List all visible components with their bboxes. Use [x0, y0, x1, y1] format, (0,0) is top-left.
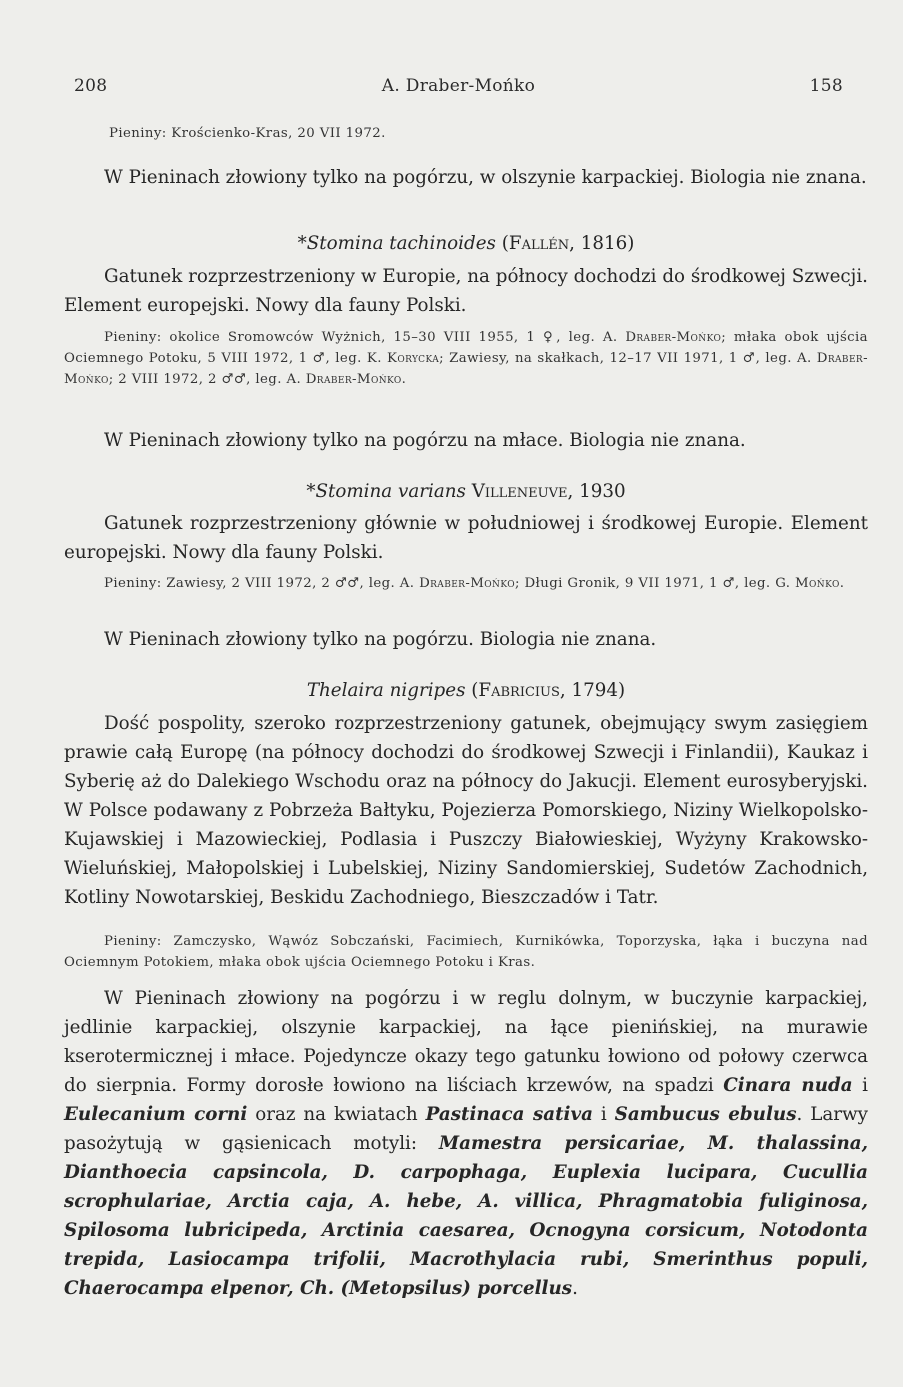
collector-name: Korycka [386, 351, 440, 366]
species-name: Thelaira nigripes [306, 680, 466, 701]
collector-name: Mońko [795, 576, 840, 591]
biology-note: W Pieninach złowiony tylko na pogórzu, w olszynie karpackiej. Biologia nie znana. [104, 167, 867, 188]
taxon-name: Eulecanium corni [64, 1104, 248, 1125]
species-heading [64, 477, 868, 506]
biology-text: W Pieninach złowiony na pogórzu i w reglu dolnym, w buczynie karpackiej, jedlinie karpackiej, olszynie karpackiej, na łące pienińskiej, na murawie kserotermicznej i młace. Pojedyncze okazy tego gatunku łowiono od połowy czerwca do sierpnia. Formy dorosłe łowiono na liściach krzewów, na spadzi Cinara nuda i Eulecanium corni oraz na kwiatach Pastinaca sativa i Sambucus ebulus. Larwy pasożytują w gąsienicach motyli: Mamestra persicariae, M. thalassina, Dianthoecia capsincola, D. carpophaga, Euplexia lucipara, Cucullia scrophulariae, Arctia caja, A. hebe, A. villica, Phragmatobia fuliginosa, Spilosoma lubricipeda, Arctinia caesarea, Ocnogyna corsicum, Notodonta trepida, Lasiocampa trifolii, Macrothylacia rubi, Smerinthus populi, Chaerocampa elpenor, Ch. (Metopsilus) porcellus. [64, 988, 868, 1299]
species-heading: Thelaira nigripes (Fabricius, 1794) [306, 680, 626, 701]
collector-name: Draber-Mońko [625, 330, 722, 345]
species-author: Villeneuve [471, 481, 568, 502]
species-author: Fallén [508, 233, 570, 254]
species-year: , 1794) [559, 680, 626, 701]
taxon-name: Sambucus ebulus [614, 1104, 797, 1125]
collector-name: Draber-Mońko [64, 351, 868, 387]
distribution-text: Dość pospolity, szeroko rozprzestrzeniony gatunek, obejmujący swym zasięgiem prawie całą Europę (na północy dochodzi do środkowej Szwecji i Finlandii), Kaukaz i Syberię aż do Dalekiego Wschodu oraz na północy do Jakucji. Element eurosyberyjski. W Polsce podawany z Pobrzeża Bałtyku, Pojezierza Pomorskiego, Niziny Wielkopolsko-Kujawskiej i Mazowieckiej, Podlasia i Puszczy Białowieskiej, Wyżyny Krakowsko-Wieluńskiej, Małopolskiej i Lubelskiej, Niziny Sandomierskiej, Sudetów Zachodnich, Kotliny Nowotarskiej, Beskidu Zachodniego, Bieszczadów i Tatr. [64, 713, 868, 908]
host-species-list: Mamestra persicariae, M. thalassina, Dianthoecia capsincola, D. carpophaga, Euplexia lucipara, Cucullia scrophulariae, Arctia caja, A. hebe, A. villica, Phragmatobia fuliginosa, Spilosoma lubricipeda, Arctinia caesarea, Ocnogyna corsicum, Notodonta trepida, Lasiocampa trifolii, Macrothylacia rubi, Smerinthus populi, Chaerocampa elpenor, Ch. (Metopsilus) porcellus [64, 1133, 868, 1299]
locality-records: Pieniny: Zawiesy, 2 VIII 1972, 2 ♂♂, leg. A. Draber-Mońko; Długi Gronik, 9 VII 1971, 1 ♂, leg. G. Mońko. [104, 576, 845, 591]
taxon-name: Pastinaca sativa [425, 1104, 593, 1125]
page-number-left: 208 [74, 76, 108, 96]
species-year: , 1930 [567, 481, 626, 502]
running-header [74, 76, 843, 96]
species-author: Fabricius [478, 680, 560, 701]
distribution-text: Gatunek rozprzestrzeniony głównie w południowej i środkowej Europie. Element europejski. Nowy dla fauny Polski. [64, 513, 868, 563]
species-heading: *Stomina tachinoides (Fallén, 1816) [297, 233, 635, 254]
biology-note: W Pieninach złowiony tylko na pogórzu. Biologia nie znana. [104, 629, 657, 650]
species-name: *Stomina varians [306, 481, 466, 502]
biology-note: W Pieninach złowiony tylko na pogórzu na młace. Biologia nie znana. [104, 430, 746, 451]
page-number-right: 158 [809, 76, 843, 96]
locality-records: Pieniny: okolice Sromowców Wyżnich, 15–30 VIII 1955, 1 ♀, leg. A. Draber-Mońko; młaka obok ujścia Ociemnego Potoku, 5 VIII 1972, 1 ♂, leg. K. Korycka; Zawiesy, na skałkach, 12–17 VII 1971, 1 ♂, leg. A. Draber-Mońko; 2 VIII 1972, 2 ♂♂, leg. A. Draber-Mońko. [64, 330, 869, 387]
locality-record: Pieniny: Krościenko-Kras, 20 VII 1972. [109, 126, 386, 141]
distribution-text: Gatunek rozprzestrzeniony w Europie, na północy dochodzi do środkowej Szwecji. Element europejski. Nowy dla fauny Polski. [64, 266, 868, 316]
taxon-name: Cinara nuda [723, 1075, 853, 1096]
collector-name: Draber-Mońko [419, 576, 515, 591]
species-year: , 1816) [569, 233, 635, 254]
running-author: A. Draber-Mońko [381, 76, 536, 96]
locality-records: Pieniny: Zamczysko, Wąwóz Sobczański, Facimiech, Kurnikówka, Toporzyska, łąka i buczyna nad Ociemnym Potokiem, młaka obok ujścia Ociemnego Potoku i Kras. [64, 934, 868, 970]
species-name: *Stomina tachinoides [297, 233, 496, 254]
collector-name: Draber-Mońko [305, 372, 402, 387]
